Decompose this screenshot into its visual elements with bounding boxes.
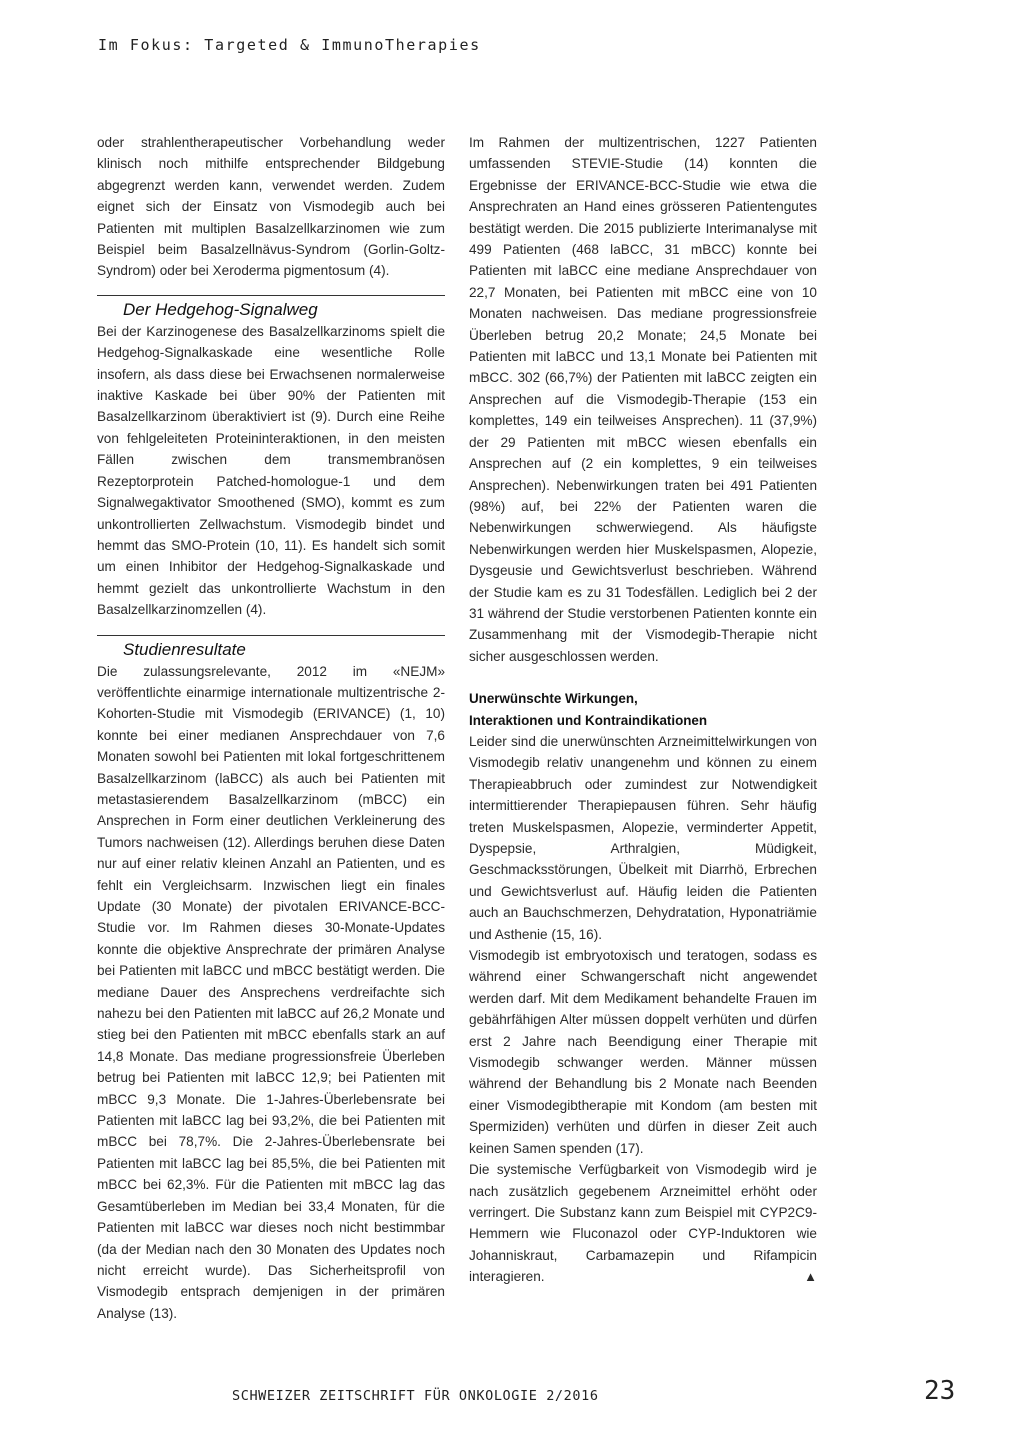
studienresultate-paragraph: Die zulassungsrelevante, 2012 im «NEJM» veröffentlichte einarmige internationale multizentrische 2-Kohorten-Studie mit Vismodegib (ERIVANCE) (1, 10) konnte bei einer medianen Ansprechdauer von 7,6 Monaten sowohl bei Patienten mit lokal fortgeschrittenem Basalzellkarzinom (laBCC) als auch bei Patienten mit metastasierendem Basalzellkarzinom (mBCC) ein Ansprechen in Form einer deutlichen Verkleinerung des Tumors nachweisen (12). Allerdings beruhen diese Daten nur auf einer relativ kleinen Anzahl an Patienten, und es fehlt ein Vergleichsarm. Inzwischen liegt ein finales Update (30 Monate) der pivotalen ERIVANCE-BCC-Studie vor. Im Rahmen dieses 30-Monate-Updates konnte die objektive Ansprechrate der primären Analyse bei Patienten mit laBCC und mBCC bestätigt werden. Die mediane Dauer des Ansprechens verdreifachte sich nahezu bei den Patienten mit laBCC auf 26,2 Monate und stieg bei den Patienten mit mBCC ebenfalls stark an auf 14,8 Monate. Das mediane progressionsfreie Überleben betrug bei Patienten mit laBCC 12,9; bei Patienten mit mBCC 9,3 Monate. Die 1-Jahres-Überlebensrate bei Patienten mit laBCC lag bei 93,2%, die bei Patienten mit mBCC bei 78,7%. Die 2-Jahres-Überlebensrate bei Patienten mit laBCC lag bei 85,5%, die bei Patienten mit mBCC bei 62,3%. Für die Patienten mit mBCC lag das Gesamtüberleben im Median bei 33,4 Monaten, für die Patienten mit laBCC war dieses noch nicht bestimmbar (da der Median nach den 30 Monaten des Updates noch nicht erreicht wurde). Das Sicherheitsprofil von Vismodegib entsprach demjenigen in der primären Analyse (13). [97,663,445,1321]
pregnancy-paragraph: Vismodegib ist embryotoxisch und teratogen, sodass es während einer Schwangerschaft nicht angewendet werden darf. Mit dem Medikament behandelte Frauen im gebährfähigen Alter müssen doppelt verhüten und dürfen erst 2 Jahre nach Beendigung einer Therapie mit Vismodegib schwanger werden. Männer müssen während der Behandlung bis 2 Monate nach Beenden einer Vismodegibtherapie mit Kondom (am besten mit Spermiziden) verhüten und dürfen in dieser Zeit auch keinen Samen spenden (17). [469,948,817,1156]
interaction-paragraph [469,1159,817,1287]
hedgehog-paragraph: Bei der Karzinogenese des Basalzellkarzinoms spielt die Hedgehog-Signalkaskade eine wesentliche Rolle insofern, als dass diese bei Erwachsenen normalerweise inaktive Kaskade bei über 90% der Patienten mit Basalzellkarzinom überaktiviert ist (9). Durch eine Reihe von fehlgeleiteten Proteininteraktionen, in den meisten Fällen zwischen dem transmembranösen Rezeptorprotein Patched-homologue-1 und dem Signalwegaktivator Smoothened (SMO), kommt es zum unkontrollierten Zellwachstum. Vismodegib bindet und hemmt das SMO-Protein (10, 11). Es handelt sich somit um einen Inhibitor der Hedgehog-Signalkaskade und hemmt gezielt das unkontrollierte Wachstum in den Basalzellkarzinomzellen (4). [97,323,445,618]
adverse-effects-paragraph: Leider sind die unerwünschten Arzneimittelwirkungen von Vismodegib relativ unangenehm und können zu einem Therapieabbruch oder zumindest zur Notwendigkeit intermittierender Therapiepausen führen. Sehr häufig treten Muskelspasmen, Alopezie, verminderter Appetit, Dyspepsie, Arthralgien, Müdigkeit, Geschmacksstörungen, Übelkeit mit Diarrhö, Erbrechen und Gewichtsverlust auf. Häufig leiden die Patienten auch an Bauchschmerzen, Dehydratation, Hyponatriämie und Asthenie (15, 16). [469,733,817,942]
interaction-text: Die systemische Verfügbarkeit von Vismodegib wird je nach zusätzlich gegebenem Arzneimittel erhöht oder verringert. Die Substanz kann zum Beispiel mit CYP2C9-Hemmern wie Fluconazol oder CYP-Induktoren wie Johanniskraut, Carbamazepin und Rifampicin interagieren. [469,1162,817,1285]
stevie-paragraph: Im Rahmen der multizentrischen, 1227 Patienten umfassenden STEVIE-Studie (14) konnten die Ergebnisse der ERIVANCE-BCC-Studie wie etwa die Ansprechraten an Hand eines grösseren Patientengutes bestätigt werden. Die 2015 publizierte Interimanalyse mit 499 Patienten (468 laBCC, 31 mBCC) konnte bei Patienten mit laBCC eine mediane Ansprechdauer von 22,7 Monaten, bei Patienten mit mBCC eine von 10 Monaten nachweisen. Das mediane progressionsfreie Überleben betrug 20,2 Monate; 24,5 Monate bei Patienten mit laBCC und 13,1 Monate bei Patienten mit mBCC. 302 (66,7%) der Patienten mit laBCC zeigten ein Ansprechen auf die Vismodegib-Therapie (153 ein komplettes, 149 ein teilweises Ansprechen). 11 (37,9%) der 29 Patienten mit mBCC wiesen ebenfalls ein Ansprechen auf (2 ein komplettes, 9 ein teilweises Ansprechen). Nebenwirkungen traten bei 491 Patienten (98%) auf, bei 22% der Patienten waren die Nebenwirkungen schwerwiegend. Als häufigste Nebenwirkungen werden hier Muskelspasmen, Alopezie, Dysgeusie und Gewichtsverlust beschrieben. Während der Studie kam es zu 31 Todesfällen. Lediglich bei 2 der 31 während der Studie verstorbenen Patienten konnte ein Zusammenhang mit der Vismodegib-Therapie nicht sicher ausgeschlossen werden. [469,135,817,664]
footer-journal-name: SCHWEIZER ZEITSCHRIFT FÜR ONKOLOGIE 2/2016 [232,1388,599,1404]
page-number: 23 [924,1376,956,1406]
section-heading-studienresultate: Studienresultate [97,635,445,661]
left-column [97,132,445,1324]
end-of-article-triangle-icon: ▲ [804,1269,817,1285]
subheading-adverse-effects: Unerwünschte Wirkungen, [469,691,638,707]
intro-paragraph: oder strahlentherapeutischer Vorbehandlung weder klinisch noch mithilfe entsprechender Bildgebung abgegrenzt werden kann, verwendet werden. Zudem eignet sich der Einsatz von Vismodegib auch bei Patienten mit multiplen Basalzellkarzinomen wie zum Beispiel beim Basalzellnävus-Syndrom (Gorlin-Goltz-Syndrom) oder bei Xeroderma pigmentosum (4). [97,135,445,279]
paragraph-gap [469,667,817,688]
right-column [469,132,817,1288]
subheading-interactions: Interaktionen und Kontraindikationen [469,712,708,728]
section-heading-hedgehog: Der Hedgehog-Signalweg [97,295,445,321]
running-header-title: Im Fokus: Targeted & ImmunoTherapies [98,36,481,54]
